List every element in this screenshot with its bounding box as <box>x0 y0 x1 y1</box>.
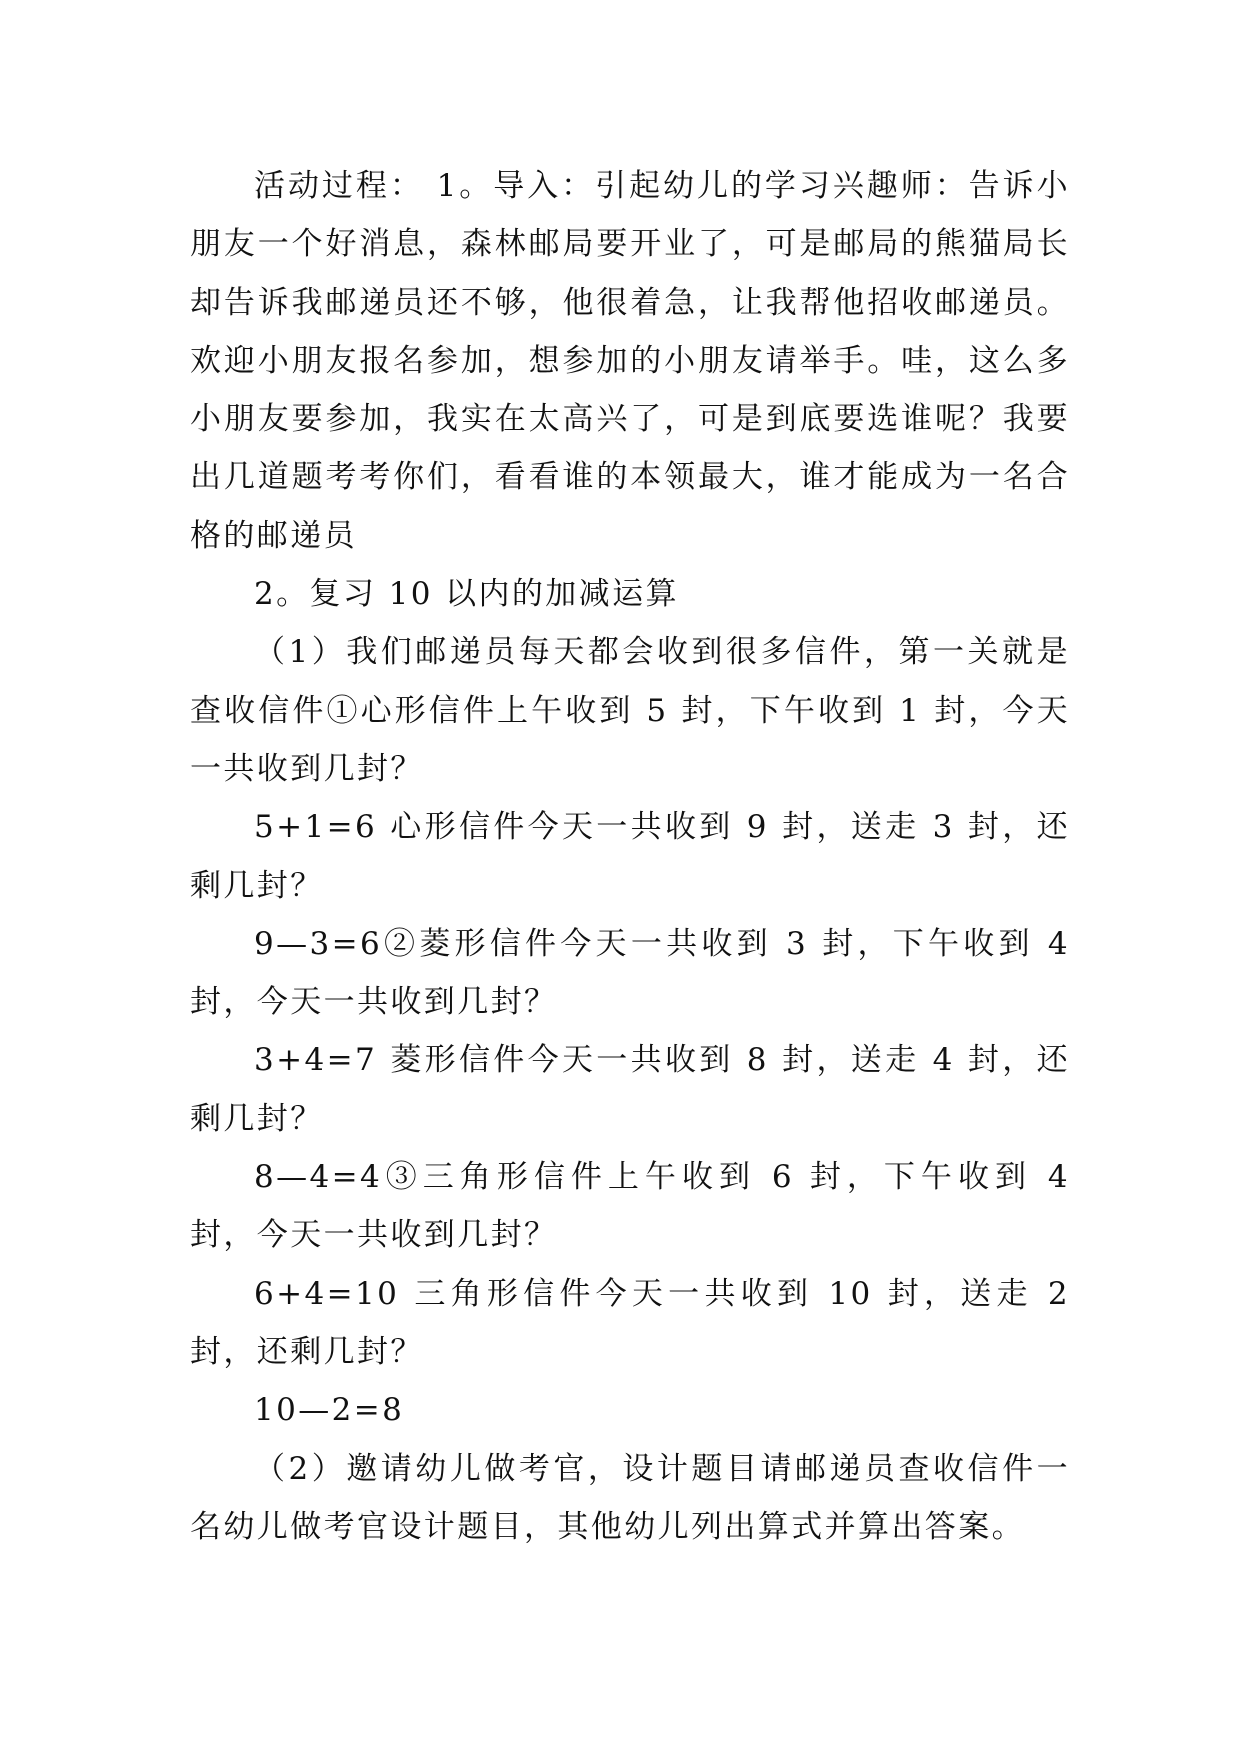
paragraph-triangle-letters: 8—4=4③三角形信件上午收到 6 封，下午收到 4 封，今天一共收到几封？ <box>190 1159 1070 1254</box>
paragraph-activity-intro: 活动过程： 1。导入：引起幼儿的学习兴趣师：告诉小朋友一个好消息，森林邮局要开业了，可是邮局的熊猫局长却告诉我邮递员还不够，他很着急，让我帮他招收邮递员。欢迎小朋友报名参加，想参加的小朋友请举手。哇，这么多小朋友要参加，我实在太高兴了，可是到底要选谁呢？我要出几道题考考你们，看看谁的本领最大，谁才能成为一名合格的邮递员 <box>190 168 1070 554</box>
paragraph-heart-letters: 5+1=6 心形信件今天一共收到 9 封，送走 3 封，还剩几封？ <box>190 809 1070 904</box>
paragraph-diamond-letters: 9—3=6②菱形信件今天一共收到 3 封，下午收到 4 封，今天一共收到几封？ <box>190 925 1070 1021</box>
paragraph-invite-examiner: （2）邀请幼儿做考官，设计题目请邮递员查收信件一名幼儿做考官设计题目，其他幼儿列出算式并算出答案。 <box>190 1450 1070 1545</box>
paragraph-review-heading: 2。复习 10 以内的加减运算 <box>254 576 679 613</box>
paragraph-triangle-remaining: 6+4=10 三角形信件今天一共收到 10 封，送走 2 封，还剩几封？ <box>190 1275 1070 1370</box>
paragraph-check-letters: （1）我们邮递员每天都会收到很多信件，第一关就是查收信件①心形信件上午收到 5 封，下午收到 1 封，今天一共收到几封？ <box>190 634 1070 787</box>
paragraph-diamond-remaining: 3+4=7 菱形信件今天一共收到 8 封，送走 4 封，还剩几封？ <box>190 1042 1070 1137</box>
document-body <box>190 157 1070 1556</box>
paragraph-final-answer: 10—2=8 <box>254 1392 405 1429</box>
